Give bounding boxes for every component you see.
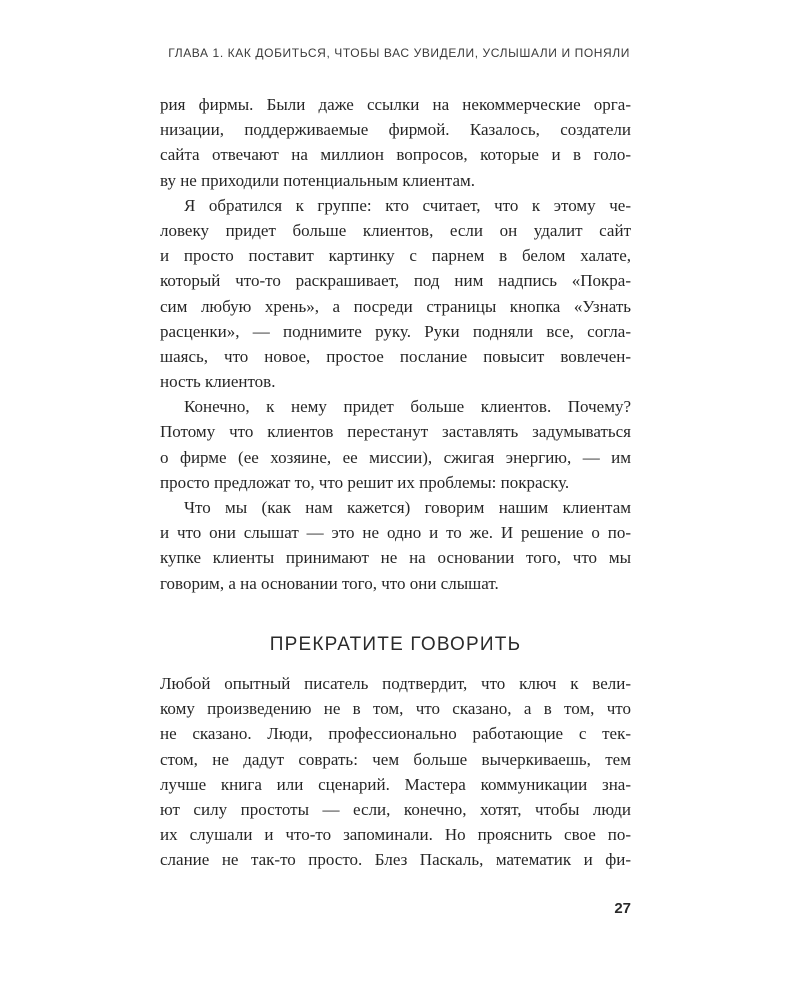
paragraph-first-line: Что мы (как нам кажется) говорим нашим клиентам [184,498,631,517]
text-line: ют силу простоты — если, конечно, хотят, чтобы люди [160,799,631,819]
paragraph-first-line: Я обратился к группе: кто считает, что к этому че- [184,195,631,215]
text-line: сайта отвечают на миллион вопросов, которые и в голо- [160,145,631,165]
text-line: ность клиентов. [160,372,276,392]
text-line: который что-то раскрашивает, под ним надпись «Покра- [160,271,631,291]
text-line: купке клиенты принимают не на основании того, что мы [160,548,631,568]
text-line: рия фирмы. Были даже ссылки на некоммерческие орга- [160,95,631,114]
text-line: лучше книга или сценарий. Мастера коммуникации зна- [160,774,631,794]
text-line: их слушали и что-то запоминали. Но прояснить свое по- [160,825,631,845]
text-line: слание не так-то просто. Блез Паскаль, математик и фи- [160,850,631,870]
text-line: и что они слышат — это не одно и то же. И решение о по- [160,523,631,543]
text-line: о фирме (ее хозяине, ее миссии), сжигая энергию, — им [160,447,631,467]
paragraph-first-line: Конечно, к нему придет больше клиентов. Почему? [184,397,631,417]
text-line: ловеку придет больше клиентов, если он удалит сайт [160,220,631,240]
section-heading: ПРЕКРАТИТЕ ГОВОРИТЬ [269,634,522,655]
running-head: ГЛАВА 1. КАК ДОБИТЬСЯ, ЧТОБЫ ВАС УВИДЕЛИ, УСЛЫШАЛИ И ПОНЯЛИ [168,46,630,60]
text-line: кому произведению не в том, что сказано, а в том, что [160,699,631,719]
text-line: говорим, а на основании того, что они слышат. [160,573,499,593]
text-line: не сказано. Люди, профессионально работающие с тек- [160,724,631,744]
text-line: Любой опытный писатель подтвердит, что ключ к вели- [160,674,631,693]
text-line: просто предложат то, что решит их проблемы: покраску. [160,472,570,492]
text-line: стом, не дадут соврать: чем больше вычеркиваешь, тем [160,749,631,769]
text-line: Потому что клиентов перестанут заставлять задумываться [160,422,631,442]
body-text-block-1 [160,92,631,596]
text-line: ву не приходили потенциальным клиентам. [160,170,475,190]
page-number: 27 [614,900,631,917]
text-line: низации, поддерживаемые фирмой. Казалось, создатели [160,120,631,140]
body-text-block-2 [160,671,631,873]
text-line: сим любую хрень», а посреди страницы кнопка «Узнать [160,296,631,316]
text-line: расценки», — поднимите руку. Руки подняли все, согла- [160,321,631,341]
text-line: и просто поставит картинку с парнем в белом халате, [160,246,631,266]
text-line: шаясь, что новое, простое послание повысит вовлечен- [160,346,631,366]
